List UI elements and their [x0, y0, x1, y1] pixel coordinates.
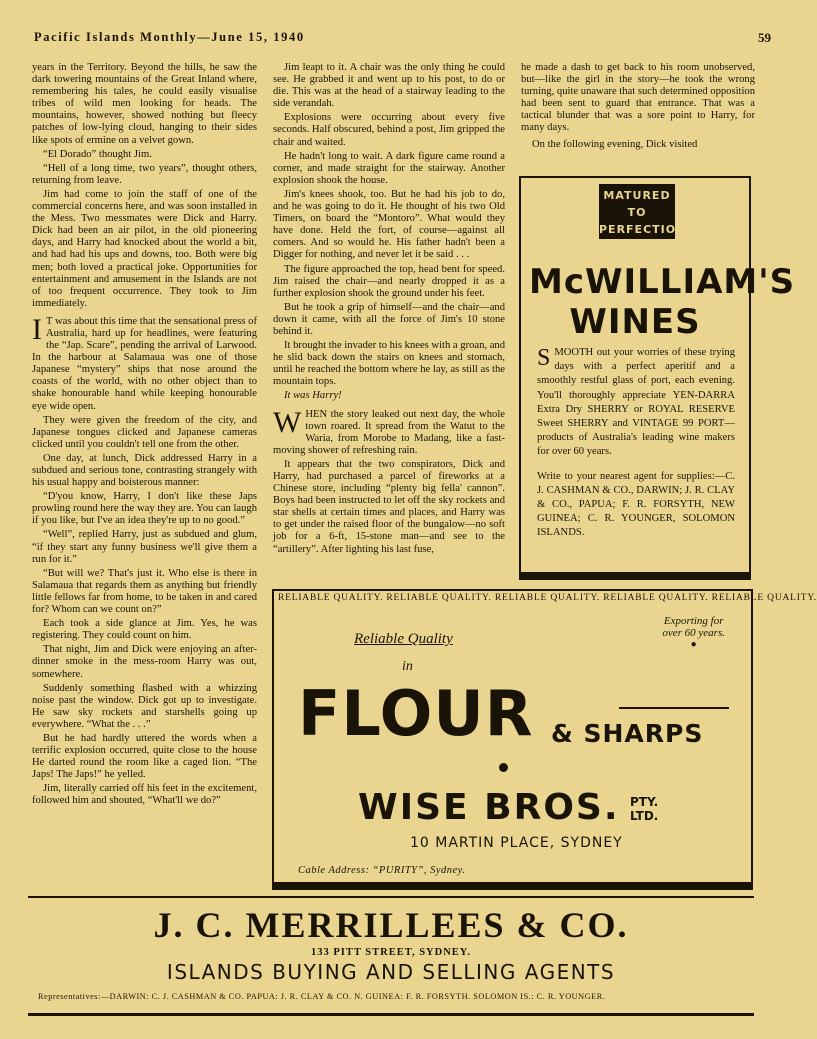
representatives-line: Representatives:—DARWIN: C. J. CASHMAN & CO. PAPUA: J. R. CLAY & CO. N. GUINEA: F. R. FORSYTH. SOLOMON IS.: C. R. YOUNGER. — [38, 992, 606, 1001]
ad-copy — [537, 346, 735, 460]
paragraph: Jim's knees shook, too. But he had his job to do, and he was going to do it. He thought of his two Old Timers, on board the “Montoro”. What would they have done. Held the fort, of course—against all comers. And so would he. His father hadn't been a Digger for nothing, and never let it be said . . . — [273, 188, 505, 261]
paragraph: The figure approached the top, head bent for speed. Jim raised the chair—and nearly dropped it as a further explosion shook the ground under his feet. — [273, 263, 505, 299]
pty-label: PTY. — [630, 795, 659, 809]
drop-cap: I — [32, 312, 42, 346]
company-name: J. C. MERRILLEES & CO. — [153, 905, 629, 945]
matured-badge — [599, 184, 687, 239]
article-column-3 — [521, 62, 755, 153]
paragraph: They were given the freedom of the city, and Japanese tongues clicked and Japanese cameras clicked until you couldn't tell one from the other. — [32, 414, 257, 450]
cable-address: Cable Address: “PURITY”, Sydney. — [298, 865, 466, 876]
paragraph: Explosions were occurring about every five seconds. Half obscured, behind a post, Jim gripped the chair and waited. — [273, 112, 505, 148]
flour-word: FLOUR — [298, 677, 534, 750]
bullet-icon: ● — [690, 639, 697, 650]
paragraph-reveal: It was Harry! — [284, 390, 342, 402]
wise-bros-flour-ad — [272, 589, 817, 884]
rule-line — [619, 707, 729, 709]
ad-copy-text: MOOTH out your worries of these trying days with a perfect aperitif and a smoothly restful glass of port, each evening. You'll thoroughly appreciate YEN-DARRA Extra Dry SHERRY or ROYAL RESERVE Sweet SHERRY and VINTAGE 99 PORT—products of Australia's leading wine makers for over 60 years. — [537, 347, 735, 458]
masthead: Pacific Islands Monthly—June 15, 1940 — [34, 30, 305, 44]
exporting-line: Exporting for — [663, 615, 724, 627]
paragraph-dropcap — [32, 312, 257, 413]
paragraph: Each took a side glance at Jim. Yes, he was registering. They could count on him. — [32, 618, 257, 642]
street-address: 133 PITT STREET, SYDNEY. — [310, 947, 472, 958]
reliable-quality-strip: RELIABLE QUALITY. RELIABLE QUALITY. RELIABLE QUALITY. RELIABLE QUALITY. RELIABLE QUALITY. — [278, 593, 817, 603]
badge-line: TO — [627, 206, 647, 219]
tagline: ISLANDS BUYING AND SELLING AGENTS — [166, 960, 616, 984]
divider-rule — [28, 1013, 754, 1016]
brand-title — [529, 262, 796, 342]
paragraph: years in the Territory. Beyond the hills, he saw the dark towering mountains of the Great Inland where, remembering his tales, he could easily visualise tribes of wild men looking for heads. The mountains, however, showed nothing but fleecy patches of low-lying cloud, hanging to their sides like spots of ermine on a velvet gown. — [32, 62, 257, 146]
paragraph: “But will we? That's just it. Who else is there in Salamaua that regards them as anything but friendly little fellows far from home, to be taken in and cared for? Whom can we count on?” — [32, 567, 257, 616]
sharps-word: & SHARPS — [551, 719, 704, 748]
paragraph: It appears that the two conspirators, Dick and Harry, had purchased a parcel of fireworks at a Chinese store, including “plenty big fella' cannon”. Boys had been instructed to let off the sky rockets and star shells at certain times and places, and Harry was to get under the raised floor of the bungalow—no soft job for a 6-ft, 15-stone man—and see to the “artillery”. After lighting his last fuse, — [273, 458, 505, 555]
paragraph: he made a dash to get back to his room unobserved, but—like the girl in the story—he took the wrong turning, quite unaware that such determined opposition had been sent to guard that entrance. That was a tactical blunder that was a sore point to Harry, for many days. — [521, 62, 755, 134]
paragraph: But he had hardly uttered the words when a terrific explosion occurred, quite close to the house He darted round the room like a caged lion. “The Japs! The Japs!” he yelled. — [32, 732, 257, 781]
paragraph: Suddenly something flashed with a whizzing noise past the window. Dick got up to investigate. He saw sky rockets and starshells going up everywhere. “What the . . .” — [32, 682, 257, 730]
paragraph: He hadn't long to wait. A dark figure came round a corner, and made straight for the stairway. Another explosion shook the house. — [273, 150, 505, 186]
in-label: in — [402, 659, 413, 674]
paragraph: Jim leapt to it. A chair was the only thing he could see. He grabbed it and went up to his post, to do or die. This was at the head of a stairway leading to the side verandah. — [273, 62, 505, 110]
page-header — [34, 30, 771, 48]
paragraph-text: HEN the story leaked out next day, the whole town roared. It spread from the Watut to the Waria, from Morobe to Madang, like a fast-moving shower of refreshing rain. — [273, 408, 505, 456]
drop-cap: S — [537, 345, 551, 371]
badge-line: MATURED — [603, 189, 671, 202]
exporting-line: over 60 years. — [662, 627, 725, 639]
paragraph: Jim had come to join the staff of one of the commercial concerns here, and was soon installed in the Mess. Two messmates were Dick and Harry. Dick had been an air pilot, in the old pioneering days, and Harry had knocked about the world a bit, and had had his ups and downs, too. Both were big men; both loved a practical joke. Opportunities for entertainment and amusement in the Islands are not of too frequent occurrence. They took to Jim immediately. — [32, 188, 257, 309]
exporting-note — [662, 615, 725, 651]
paragraph: Jim, literally carried off his feet in the excitement, followed him and shouted, “What'll we do?” — [32, 783, 257, 807]
paragraph: But he took a grip of himself—and the chair—and down it came, with all the force of Jim's 10 stone behind it. — [273, 301, 505, 337]
ltd-label: LTD. — [630, 809, 659, 823]
paragraph-text: was about this time that the sensational press of Australia, hard up for headlines, were featuring the “Jap. Scare”, pending the arrival of Larwood. In the harbour at Salamaua was one of those Japanese “mystery” ships that nose around the coasts of the world, with no other object than to shake honourable hand while keeping honourable eye wide open. — [32, 315, 257, 412]
mcwilliams-wines-ad — [519, 176, 796, 574]
drop-cap-rest: T — [46, 315, 53, 327]
paragraph: “El Dorado” thought Jim. — [43, 148, 152, 160]
paragraph: One day, at lunch, Dick addressed Harry in a subdued and serious tone, contrasting strangely with his usual happy and boisterous manner: — [32, 452, 257, 489]
paragraph: On the following evening, Dick visited — [532, 138, 698, 150]
drop-cap: W — [273, 405, 302, 439]
brand-title-line1: McWILLIAM'S — [529, 262, 796, 302]
pty-ltd — [630, 795, 658, 823]
divider-rule — [272, 884, 753, 890]
page-number: 59 — [758, 30, 771, 45]
paragraph: That night, Jim and Dick were enjoying an after-dinner smoke in the mess-room Harry was out, somewhere. — [32, 644, 257, 680]
company-address: 10 MARTIN PLACE, SYDNEY — [410, 835, 623, 851]
paragraph: “Well”, replied Harry, just as subdued and glum, “if they start any funny business we'll give them a run for it.” — [32, 529, 257, 565]
bullet-icon — [499, 763, 508, 772]
reliable-quality-heading: Reliable Quality — [354, 631, 453, 647]
merrillees-ad — [28, 898, 754, 1014]
divider-rule — [519, 574, 751, 580]
company-name: WISE BROS. — [358, 787, 620, 828]
ad-body — [537, 346, 735, 551]
paragraph: “D'you know, Harry, I don't like these Japs prowling round here the way they are. You can laugh if you like, but I've an idea they're up to no good.” — [32, 491, 257, 527]
article-column-1 — [32, 62, 257, 810]
paragraph: It brought the invader to his knees with a groan, and he slid back down the stairs on knees and stomach, until he reached the bottom where he lay, as still as the mountain tops. — [273, 340, 505, 388]
paragraph-dropcap — [273, 405, 505, 457]
brand-title-line2: WINES — [569, 302, 701, 342]
article-column-2 — [273, 62, 505, 558]
paragraph: “Hell of a long time, two years”, thought others, returning from leave. — [32, 162, 257, 186]
agents-list: Write to your nearest agent for supplies:—C. J. CASHMAN & CO., DARWIN; J. R. CLAY & CO., PAPUA; F. R. FORSYTH, NEW GUINEA; C. R. YOUNGER, SOLOMON ISLANDS. — [537, 470, 735, 539]
badge-line: PERFECTION — [599, 223, 687, 236]
